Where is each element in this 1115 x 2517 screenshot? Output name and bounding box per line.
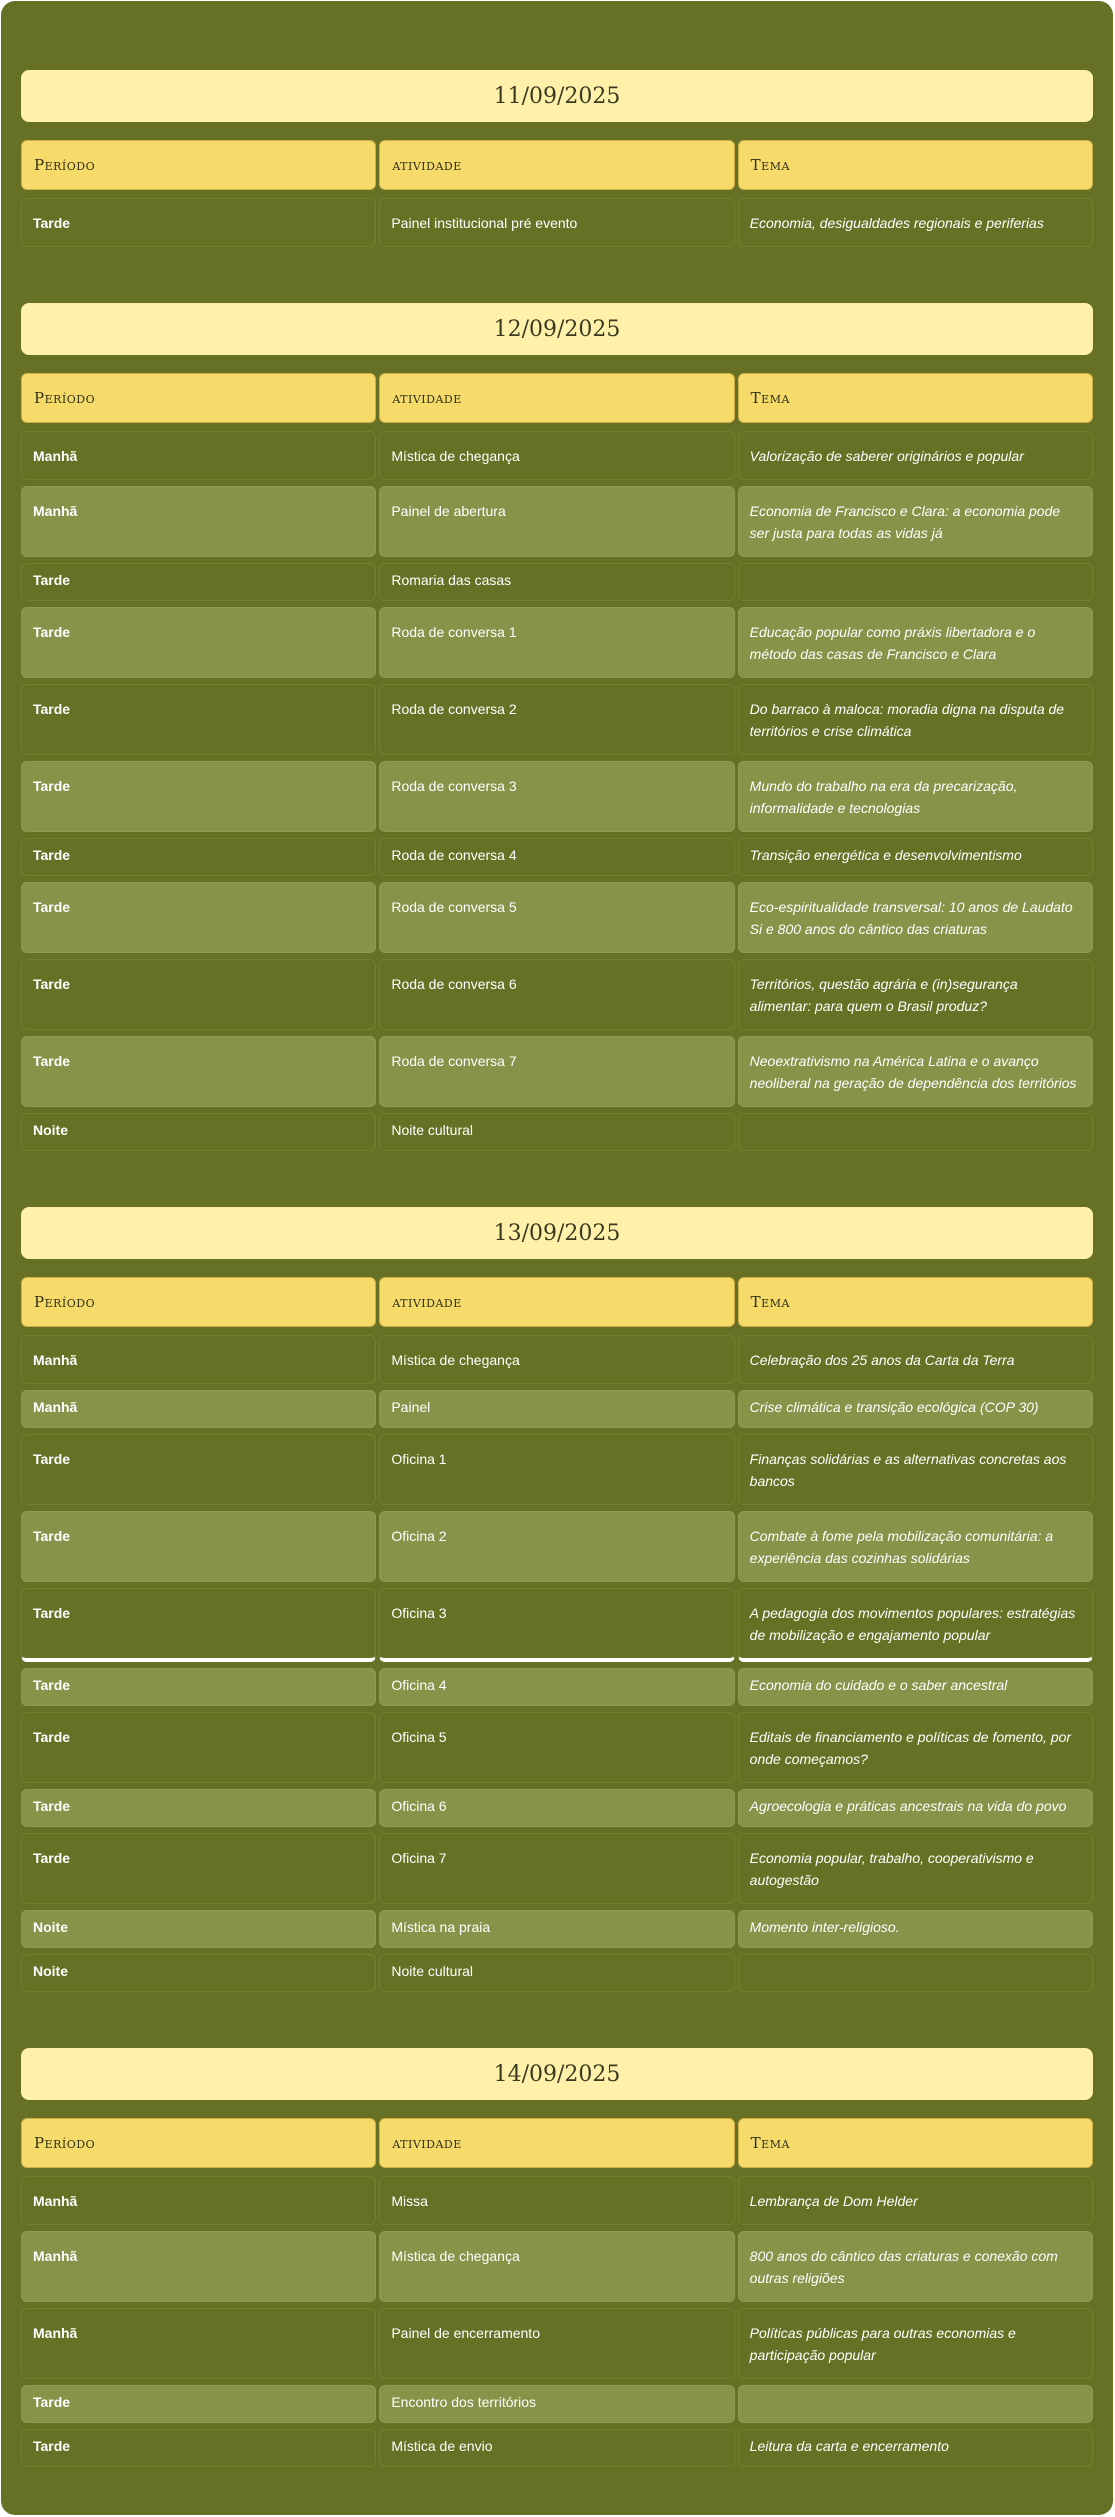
cell-periodo: Tarde <box>21 1588 376 1662</box>
table-row <box>21 607 1093 678</box>
cell-atividade: Encontro dos territórios <box>379 2385 734 2423</box>
cell-periodo: Tarde <box>21 959 376 1030</box>
cell-periodo: Tarde <box>21 198 376 247</box>
cell-periodo: Manhã <box>21 2308 376 2379</box>
cell-atividade: Noite cultural <box>379 1113 734 1151</box>
table-row <box>21 2429 1093 2467</box>
cell-atividade: Roda de conversa 5 <box>379 882 734 953</box>
cell-periodo: Tarde <box>21 1511 376 1582</box>
cell-tema: Valorização de saberer originários e popular <box>738 431 1093 480</box>
table-row <box>21 1335 1093 1384</box>
cell-atividade: Painel <box>379 1390 734 1428</box>
cell-tema: Economia de Francisco e Clara: a economia pode ser justa para todas as vidas já <box>738 486 1093 557</box>
cell-atividade: Oficina 1 <box>379 1434 734 1505</box>
cell-atividade: Oficina 3 <box>379 1588 734 1662</box>
cell-atividade: Painel de abertura <box>379 486 734 557</box>
cell-periodo: Manhã <box>21 2231 376 2302</box>
cell-tema: Do barraco à maloca: moradia digna na disputa de territórios e crise climática <box>738 684 1093 755</box>
table-row <box>21 1712 1093 1783</box>
cell-periodo: Manhã <box>21 1390 376 1428</box>
cell-tema: Neoextrativismo na América Latina e o avanço neoliberal na geração de dependência dos territórios <box>738 1036 1093 1107</box>
cell-tema: Economia, desigualdades regionais e periferias <box>738 198 1093 247</box>
table-row <box>21 684 1093 755</box>
cell-tema: Lembrança de Dom Helder <box>738 2176 1093 2225</box>
cell-atividade: Mística de chegança <box>379 2231 734 2302</box>
table-row <box>21 1390 1093 1428</box>
cell-periodo: Tarde <box>21 1434 376 1505</box>
cell-tema: Finanças solidárias e as alternativas concretas aos bancos <box>738 1434 1093 1505</box>
cell-atividade: Oficina 7 <box>379 1833 734 1904</box>
cell-periodo: Noite <box>21 1910 376 1948</box>
header-tema: Tema <box>738 1277 1093 1327</box>
day-section <box>21 303 1093 1151</box>
table-row <box>21 1954 1093 1992</box>
day-section <box>21 70 1093 247</box>
cell-tema: Combate à fome pela mobilização comunitária: a experiência das cozinhas solidárias <box>738 1511 1093 1582</box>
cell-atividade: Roda de conversa 7 <box>379 1036 734 1107</box>
cell-atividade: Mística na praia <box>379 1910 734 1948</box>
table-row <box>21 2385 1093 2423</box>
header-atividade: atividade <box>379 140 734 190</box>
cell-periodo: Tarde <box>21 2429 376 2467</box>
table-row <box>21 882 1093 953</box>
cell-atividade: Mística de chegança <box>379 431 734 480</box>
table-row <box>21 1511 1093 1582</box>
cell-atividade: Roda de conversa 2 <box>379 684 734 755</box>
table-row <box>21 2176 1093 2225</box>
cell-periodo: Noite <box>21 1954 376 1992</box>
table-row <box>21 838 1093 876</box>
cell-tema: Leitura da carta e encerramento <box>738 2429 1093 2467</box>
header-periodo: Período <box>21 2118 376 2168</box>
table-row <box>21 761 1093 832</box>
cell-periodo: Tarde <box>21 1833 376 1904</box>
table-row <box>21 2308 1093 2379</box>
cell-tema: Mundo do trabalho na era da precarização, informalidade e tecnologias <box>738 761 1093 832</box>
table-row <box>21 1036 1093 1107</box>
cell-tema: Momento inter-religioso. <box>738 1910 1093 1948</box>
cell-atividade: Roda de conversa 6 <box>379 959 734 1030</box>
cell-periodo: Tarde <box>21 882 376 953</box>
cell-tema: Economia do cuidado e o saber ancestral <box>738 1668 1093 1706</box>
cell-periodo: Tarde <box>21 2385 376 2423</box>
table-header-row <box>21 1277 1093 1329</box>
cell-tema: Crise climática e transição ecológica (COP 30) <box>738 1390 1093 1428</box>
table-row <box>21 1588 1093 1662</box>
header-periodo: Período <box>21 140 376 190</box>
cell-tema <box>738 563 1093 601</box>
cell-atividade: Roda de conversa 3 <box>379 761 734 832</box>
schedule-panel <box>1 1 1113 2515</box>
day-date-title: 12/09/2025 <box>21 303 1093 355</box>
header-periodo: Período <box>21 373 376 423</box>
table-header-row <box>21 373 1093 425</box>
table-row <box>21 1434 1093 1505</box>
table-row <box>21 563 1093 601</box>
header-atividade: atividade <box>379 2118 734 2168</box>
header-tema: Tema <box>738 2118 1093 2168</box>
table-row <box>21 1910 1093 1948</box>
table-row <box>21 486 1093 557</box>
cell-tema: Agroecologia e práticas ancestrais na vida do povo <box>738 1789 1093 1827</box>
cell-atividade: Mística de envio <box>379 2429 734 2467</box>
header-periodo: Período <box>21 1277 376 1327</box>
cell-atividade: Noite cultural <box>379 1954 734 1992</box>
header-atividade: atividade <box>379 1277 734 1327</box>
table-row <box>21 1113 1093 1151</box>
table-row <box>21 2231 1093 2302</box>
table-row <box>21 198 1093 247</box>
day-date-title: 11/09/2025 <box>21 70 1093 122</box>
table-header-row <box>21 140 1093 192</box>
cell-atividade: Roda de conversa 1 <box>379 607 734 678</box>
cell-periodo: Manhã <box>21 431 376 480</box>
cell-periodo: Tarde <box>21 838 376 876</box>
cell-tema <box>738 1954 1093 1992</box>
cell-atividade: Oficina 2 <box>379 1511 734 1582</box>
cell-periodo: Tarde <box>21 1668 376 1706</box>
cell-tema <box>738 1113 1093 1151</box>
cell-atividade: Oficina 6 <box>379 1789 734 1827</box>
cell-periodo: Tarde <box>21 761 376 832</box>
cell-tema <box>738 2385 1093 2423</box>
cell-periodo: Tarde <box>21 563 376 601</box>
cell-atividade: Painel institucional pré evento <box>379 198 734 247</box>
cell-periodo: Noite <box>21 1113 376 1151</box>
cell-atividade: Romaria das casas <box>379 563 734 601</box>
table-row <box>21 959 1093 1030</box>
cell-atividade: Oficina 5 <box>379 1712 734 1783</box>
cell-tema: A pedagogia dos movimentos populares: estratégias de mobilização e engajamento popular <box>738 1588 1093 1662</box>
day-date-title: 14/09/2025 <box>21 2048 1093 2100</box>
table-row <box>21 1668 1093 1706</box>
cell-periodo: Tarde <box>21 1712 376 1783</box>
cell-atividade: Roda de conversa 4 <box>379 838 734 876</box>
cell-tema: Transição energética e desenvolvimentismo <box>738 838 1093 876</box>
cell-periodo: Tarde <box>21 1036 376 1107</box>
cell-periodo: Manhã <box>21 1335 376 1384</box>
cell-tema: Educação popular como práxis libertadora e o método das casas de Francisco e Clara <box>738 607 1093 678</box>
cell-periodo: Tarde <box>21 1789 376 1827</box>
table-row <box>21 431 1093 480</box>
cell-tema: Eco-espiritualidade transversal: 10 anos de Laudato Si e 800 anos do cântico das criaturas <box>738 882 1093 953</box>
table-header-row <box>21 2118 1093 2170</box>
cell-tema: Territórios, questão agrária e (in)segurança alimentar: para quem o Brasil produz? <box>738 959 1093 1030</box>
day-date-title: 13/09/2025 <box>21 1207 1093 1259</box>
cell-atividade: Missa <box>379 2176 734 2225</box>
table-row <box>21 1789 1093 1827</box>
cell-tema: Economia popular, trabalho, cooperativismo e autogestão <box>738 1833 1093 1904</box>
day-section <box>21 2048 1093 2467</box>
cell-tema: Políticas públicas para outras economias e participação popular <box>738 2308 1093 2379</box>
header-tema: Tema <box>738 373 1093 423</box>
cell-periodo: Manhã <box>21 486 376 557</box>
header-tema: Tema <box>738 140 1093 190</box>
cell-atividade: Painel de encerramento <box>379 2308 734 2379</box>
cell-tema: 800 anos do cântico das criaturas e conexão com outras religiões <box>738 2231 1093 2302</box>
cell-atividade: Mística de chegança <box>379 1335 734 1384</box>
cell-tema: Celebração dos 25 anos da Carta da Terra <box>738 1335 1093 1384</box>
cell-periodo: Tarde <box>21 684 376 755</box>
cell-tema: Editais de financiamento e políticas de fomento, por onde começamos? <box>738 1712 1093 1783</box>
cell-atividade: Oficina 4 <box>379 1668 734 1706</box>
table-row <box>21 1833 1093 1904</box>
day-section <box>21 1207 1093 1992</box>
header-atividade: atividade <box>379 373 734 423</box>
cell-periodo: Manhã <box>21 2176 376 2225</box>
cell-periodo: Tarde <box>21 607 376 678</box>
